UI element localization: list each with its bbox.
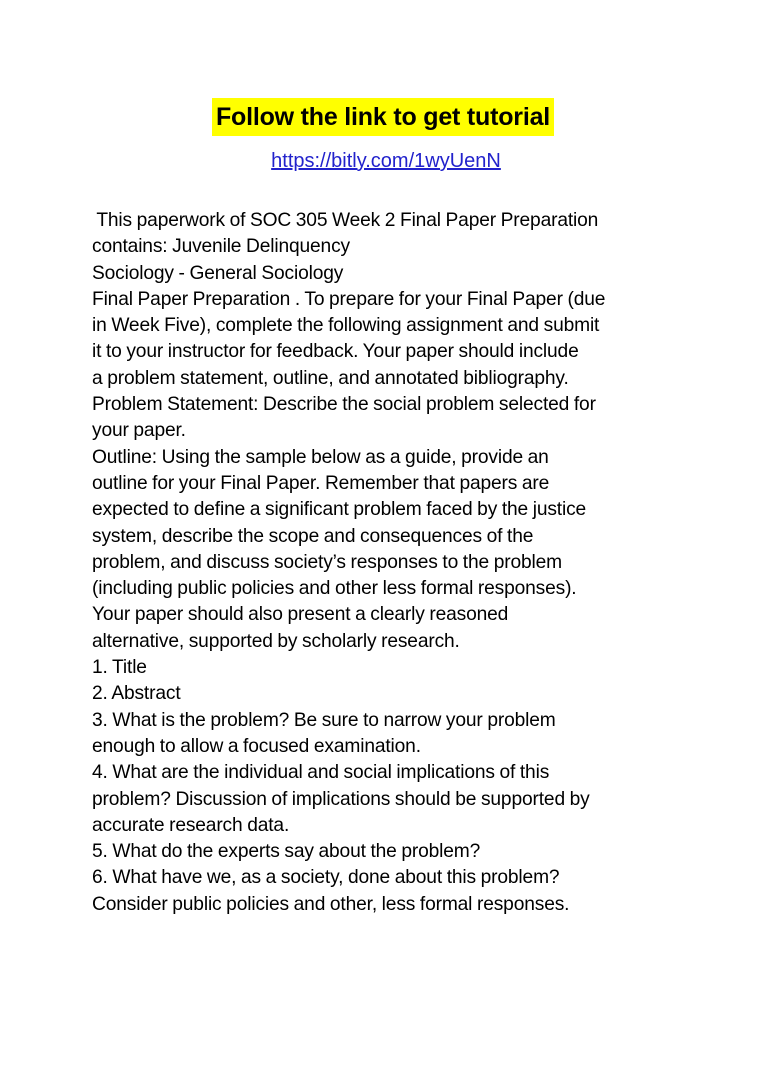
body-line: Outline: Using the sample below as a guide, provide an xyxy=(92,446,549,468)
body-line: outline for your Final Paper. Remember that papers are xyxy=(92,472,550,494)
body-line: it to your instructor for feedback. Your paper should include xyxy=(92,341,579,363)
list-item-society: 6. What have we, as a society, done about this problem? xyxy=(92,867,560,889)
list-item-abstract: 2. Abstract xyxy=(92,683,181,705)
body-line: Your paper should also present a clearly reasoned xyxy=(92,604,509,626)
list-item-implications: 4. What are the individual and social implications of this xyxy=(92,762,550,784)
tutorial-link[interactable]: https://bitly.com/1wyUenN xyxy=(271,150,501,172)
body-line: a problem statement, outline, and annotated bibliography. xyxy=(92,367,569,389)
body-line: Consider public policies and other, less formal responses. xyxy=(92,893,570,915)
header-title-container xyxy=(0,98,768,136)
list-item-experts: 5. What do the experts say about the problem? xyxy=(92,841,481,863)
list-item-problem: 3. What is the problem? Be sure to narrow your problem xyxy=(92,709,556,731)
highlighted-title: Follow the link to get tutorial xyxy=(212,98,554,136)
body-line: Problem Statement: Describe the social problem selected for xyxy=(92,394,596,416)
body-line: (including public policies and other less formal responses). xyxy=(92,578,577,600)
body-line: This paperwork of SOC 305 Week 2 Final Paper Preparation xyxy=(92,210,599,231)
body-line: problem, and discuss society’s responses to the problem xyxy=(92,551,562,573)
body-line: alternative, supported by scholarly research. xyxy=(92,630,460,652)
body-line: Final Paper Preparation . To prepare for your Final Paper (due xyxy=(92,288,606,310)
body-text xyxy=(92,208,692,918)
body-line: Sociology - General Sociology xyxy=(92,262,344,284)
body-line: system, describe the scope and consequences of the xyxy=(92,525,534,547)
body-line: expected to define a significant problem faced by the justice xyxy=(92,499,587,521)
body-line: enough to allow a focused examination. xyxy=(92,735,421,757)
body-line: accurate research data. xyxy=(92,814,290,836)
list-item-title: 1. Title xyxy=(92,657,147,679)
link-container xyxy=(0,146,768,176)
body-line: your paper. xyxy=(92,420,186,442)
body-line: contains: Juvenile Delinquency xyxy=(92,236,350,258)
body-line: problem? Discussion of implications should be supported by xyxy=(92,788,590,810)
body-line: in Week Five), complete the following assignment and submit xyxy=(92,315,600,337)
